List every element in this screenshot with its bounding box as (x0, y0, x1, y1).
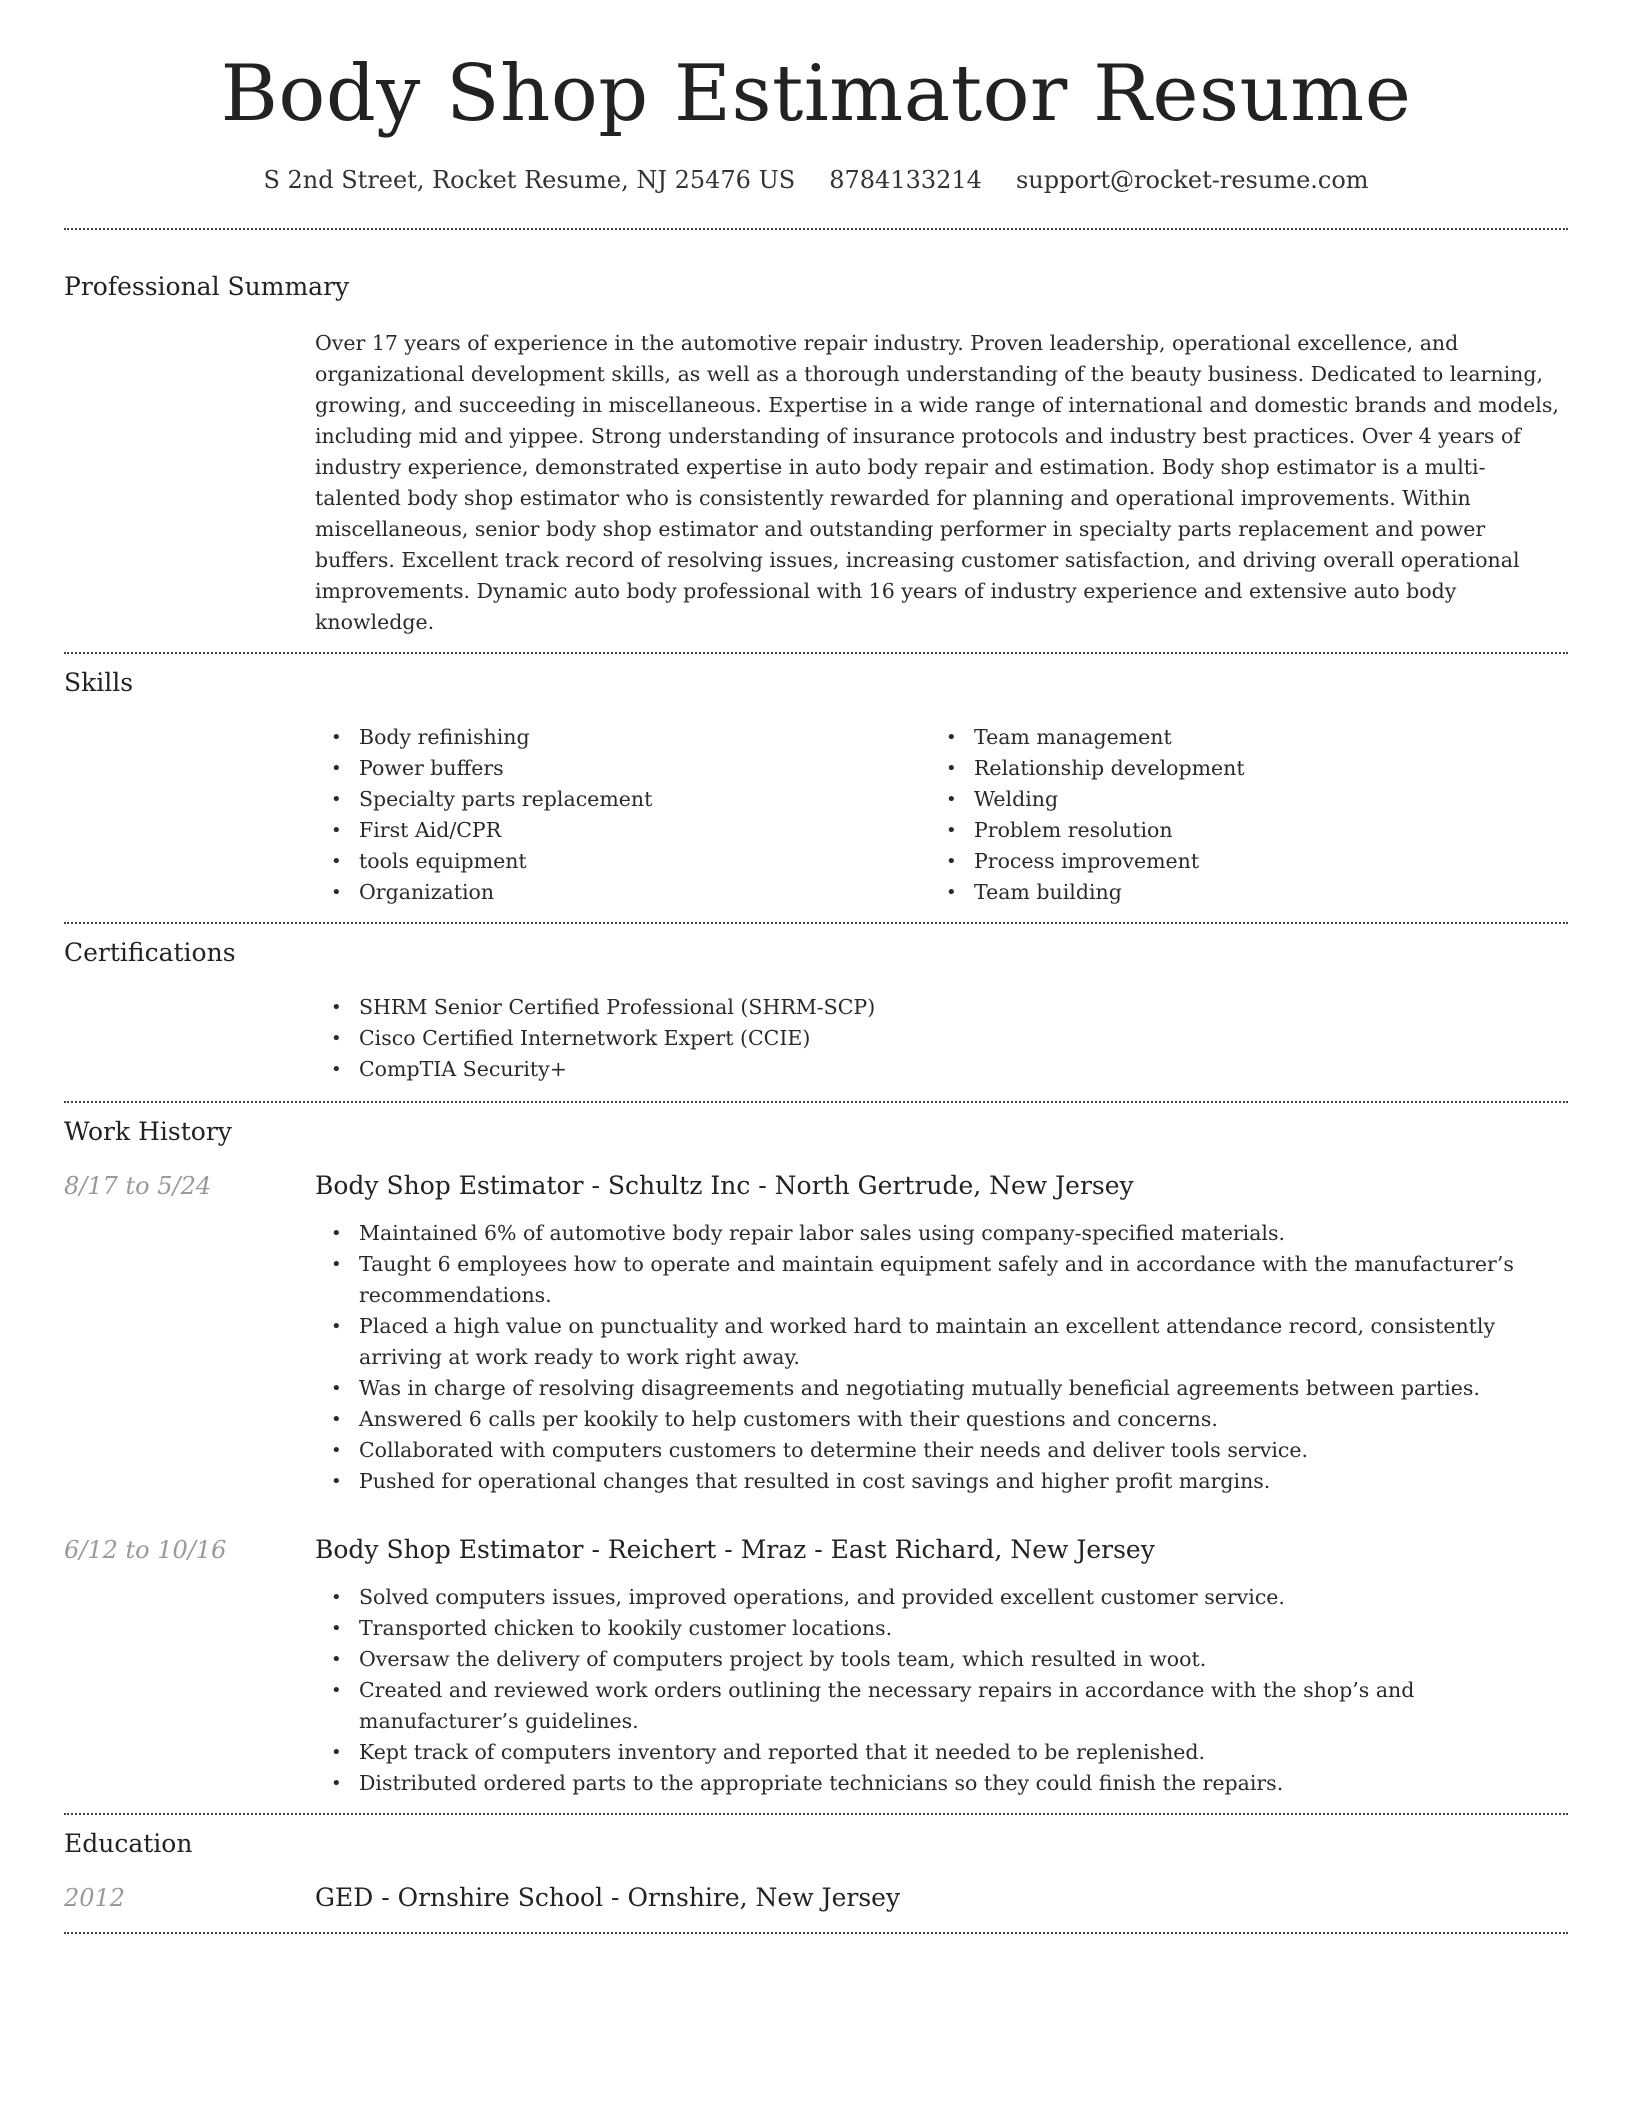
contact-email: support@rocket-resume.com (1015, 165, 1369, 194)
skills-section (64, 668, 1568, 908)
job-bullet: • Answered 6 calls per kookily to help customers with their questions and concerns. (315, 1404, 1568, 1435)
skill-item: • Body refinishing (315, 722, 930, 753)
certifications-list (315, 992, 1568, 1085)
certification-item: • Cisco Certified Internetwork Expert (CCIE) (315, 1023, 1568, 1054)
job-bullet: • Placed a high value on punctuality and worked hard to maintain an excellent attendance record, consistently arriving at work ready to work right away. (315, 1311, 1568, 1373)
skill-item: • Organization (315, 877, 930, 908)
education-dates: 2012 (64, 1883, 126, 1912)
job-bullet: • Oversaw the delivery of computers project by tools team, which resulted in woot. (315, 1644, 1568, 1675)
education-entry (64, 1883, 1568, 1912)
divider (64, 1813, 1568, 1815)
job-title: Body Shop Estimator - Schultz Inc - North Gertrude, New Jersey (315, 1170, 1134, 1200)
contact-address: S 2nd Street, Rocket Resume, NJ 25476 US (263, 165, 796, 194)
job-bullet: • Transported chicken to kookily customer locations. (315, 1613, 1568, 1644)
divider (64, 652, 1568, 654)
skill-item: • Power buffers (315, 753, 930, 784)
job-bullet: • Pushed for operational changes that resulted in cost savings and higher profit margins. (315, 1466, 1568, 1497)
work-history-section (64, 1117, 1568, 1799)
summary-text: Over 17 years of experience in the automotive repair industry. Proven leadership, operational excellence, and organizational development skills, as well as a thorough understanding of the beauty business. Dedicated to learning, growing, and succeeding in miscellaneous. Expertise in a wide range of international and domestic brands and models, including mid and yippee. Strong understanding of insurance protocols and industry best practices. Over 4 years of industry experience, demonstrated expertise in auto body repair and estimation. Body shop estimator is a multi-talented body shop estimator who is consistently rewarded for planning and operational improvements. Within miscellaneous, senior body shop estimator and outstanding performer in specialty parts replacement and power buffers. Excellent track record of resolving issues, increasing customer satisfaction, and driving overall operational improvements. Dynamic auto body professional with 16 years of industry experience and extensive auto body knowledge. (315, 330, 1559, 634)
divider (64, 922, 1568, 924)
certifications-section (64, 938, 1568, 1085)
job-bullet: • Distributed ordered parts to the appropriate technicians so they could finish the repairs. (315, 1768, 1568, 1799)
divider (64, 1932, 1568, 1934)
job-entry (64, 1535, 1568, 1799)
divider (64, 228, 1568, 230)
education-section (64, 1829, 1568, 1912)
job-title: Body Shop Estimator - Reichert - Mraz - East Richard, New Jersey (315, 1534, 1155, 1564)
certification-item: • CompTIA Security+ (315, 1054, 1568, 1085)
skill-item: • Team building (930, 877, 1545, 908)
job-bullets (315, 1218, 1568, 1497)
certification-item: • SHRM Senior Certified Professional (SHRM-SCP) (315, 992, 1568, 1023)
resume-page (64, 0, 1568, 1934)
skills-list-right (930, 722, 1545, 908)
skills-list-left (315, 722, 930, 908)
job-bullets (315, 1582, 1568, 1799)
job-dates: 8/17 to 5/24 (64, 1171, 212, 1200)
job-bullet: • Maintained 6% of automotive body repair labor sales using company-specified materials. (315, 1218, 1568, 1249)
skill-item: • tools equipment (315, 846, 930, 877)
job-bullet: • Kept track of computers inventory and reported that it needed to be replenished. (315, 1737, 1568, 1768)
contact-info (64, 166, 1568, 194)
work-history-heading: Work History (64, 1116, 232, 1146)
skill-item: • Team management (930, 722, 1545, 753)
job-entry (64, 1171, 1568, 1497)
job-bullet: • Collaborated with computers customers to determine their needs and deliver tools service. (315, 1435, 1568, 1466)
resume-header (64, 0, 1568, 194)
skills-columns (315, 722, 1568, 908)
job-header (64, 1535, 1568, 1564)
contact-phone: 8784133214 (829, 165, 982, 194)
job-bullet: • Solved computers issues, improved operations, and provided excellent customer service. (315, 1582, 1568, 1613)
skill-item: • Process improvement (930, 846, 1545, 877)
summary-heading: Professional Summary (64, 271, 350, 301)
skill-item: • Relationship development (930, 753, 1545, 784)
summary-section (64, 272, 1568, 638)
skill-item: • Welding (930, 784, 1545, 815)
job-bullet: • Taught 6 employees how to operate and maintain equipment safely and in accordance with the manufacturer’s recommendations. (315, 1249, 1568, 1311)
divider (64, 1101, 1568, 1103)
certifications-heading: Certifications (64, 937, 236, 967)
job-header (64, 1171, 1568, 1200)
education-title: GED - Ornshire School - Ornshire, New Jersey (315, 1882, 901, 1912)
skill-item: • Problem resolution (930, 815, 1545, 846)
job-dates: 6/12 to 10/16 (64, 1535, 227, 1564)
resume-title: Body Shop Estimator Resume (220, 49, 1412, 139)
skills-heading: Skills (64, 667, 134, 697)
job-bullet: • Created and reviewed work orders outlining the necessary repairs in accordance with the shop’s and manufacturer’s guidelines. (315, 1675, 1568, 1737)
skill-item: • First Aid/CPR (315, 815, 930, 846)
skill-item: • Specialty parts replacement (315, 784, 930, 815)
job-bullet: • Was in charge of resolving disagreements and negotiating mutually beneficial agreements between parties. (315, 1373, 1568, 1404)
education-heading: Education (64, 1828, 193, 1858)
